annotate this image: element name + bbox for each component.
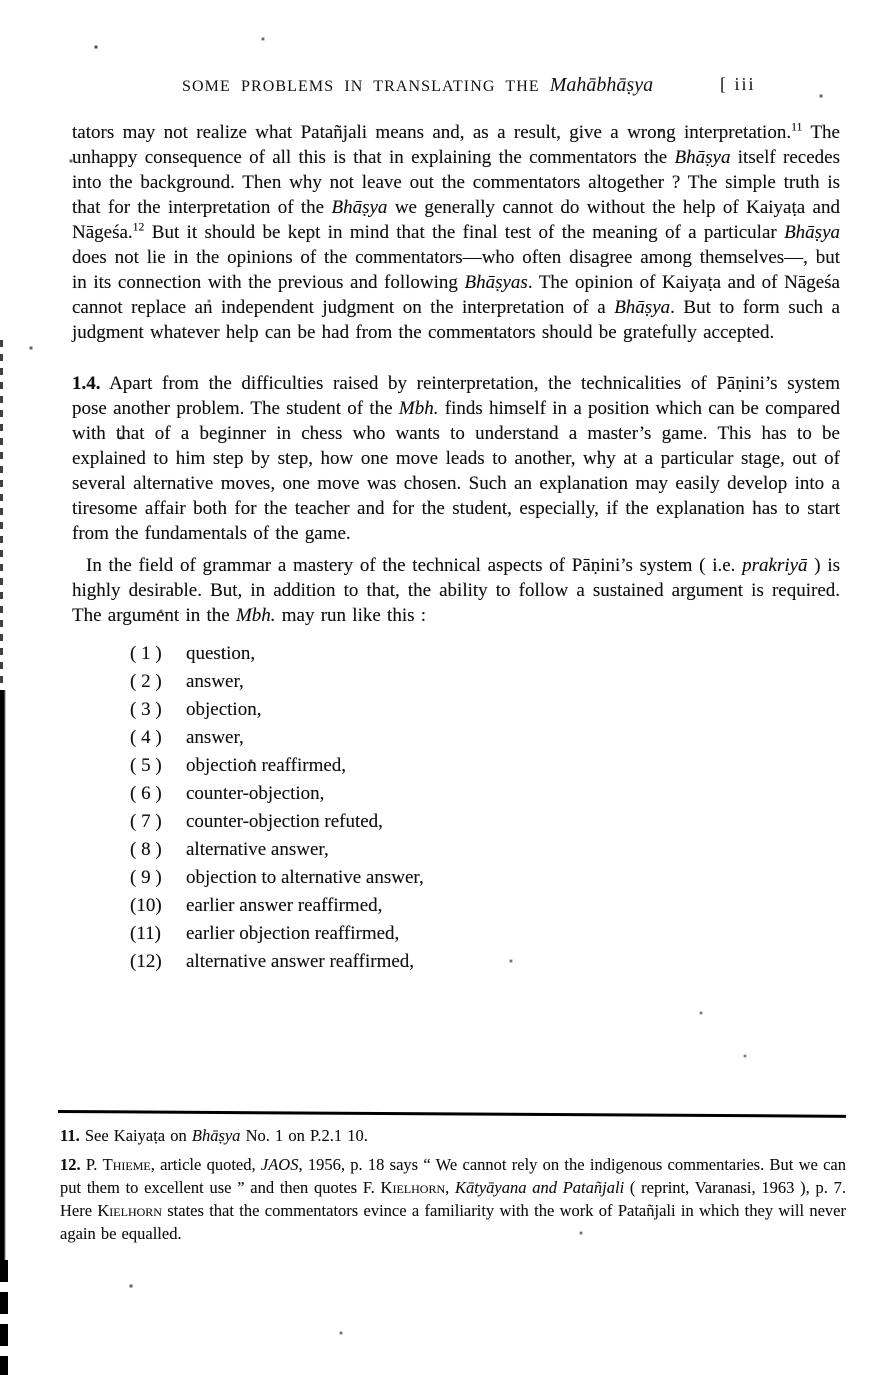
- step-label: answer,: [186, 727, 244, 748]
- argument-step: [130, 780, 840, 808]
- footnotes-block: [60, 1124, 846, 1251]
- step-number: (10): [130, 895, 162, 916]
- step-label: counter-objection,: [186, 783, 325, 804]
- step-number: ( 2 ): [130, 671, 162, 692]
- step-label: earlier answer reaffirmed,: [186, 895, 383, 916]
- argument-step: [130, 892, 840, 920]
- step-label: alternative answer reaffirmed,: [186, 951, 415, 972]
- step-number: ( 1 ): [130, 643, 162, 664]
- main-text-block: [72, 112, 840, 976]
- running-header-caps: SOME PROBLEMS IN TRANSLATING THE: [182, 78, 540, 95]
- step-label: counter-objection refuted,: [186, 811, 383, 832]
- step-label: objection to alternative answer,: [186, 867, 424, 888]
- step-label: question,: [186, 643, 256, 664]
- step-number: ( 3 ): [130, 699, 162, 720]
- argument-steps-list: [130, 640, 840, 976]
- step-label: objection reaffirmed,: [186, 755, 347, 776]
- scan-artifact-left-edge: [0, 690, 6, 1270]
- step-label: objection,: [186, 699, 262, 720]
- running-header-title: [182, 74, 653, 97]
- paragraph-argument-intro: In the field of grammar a mastery of the technical aspects of Pāṇini’s system ( i.e. prakriyā ) is highly desirable. But, in addition to that, the ability to follow a sustained argument is required. The argument in the Mbh. may run like this :: [72, 555, 840, 626]
- argument-step: [130, 948, 840, 976]
- argument-step: [130, 696, 840, 724]
- running-header-book-title: Mahābhāṣya: [549, 74, 654, 96]
- running-header: [72, 74, 840, 102]
- step-label: earlier objection reaffirmed,: [186, 923, 400, 944]
- step-number: ( 4 ): [130, 727, 162, 748]
- page-number: [ iii: [720, 74, 756, 94]
- footnote-11: 11. See Kaiyaṭa on Bhāṣya No. 1 on P.2.1 10.: [60, 1126, 368, 1145]
- scan-artifact-left-edge: [0, 340, 3, 720]
- step-number: ( 9 ): [130, 867, 162, 888]
- scan-noise-specks: [0, 0, 2, 2]
- paragraph-continuation: tators may not realize what Patañjali means and, as a result, give a wrong interpretation.$^{11}$ The unhappy consequence of all this is that in explaining the commentators the Bhāṣya itself recedes into the background. Then why not leave out the commentators altogether ? The simple truth is that for the interpretation of the Bhāṣya we generally cannot do without the help of Kaiyaṭa and Nāgeśa.$^{12}$ But it should be kept in mind that the final test of the meaning of a particular Bhāṣya does not lie in the opinions of the commentators—who often disagree among themselves—, but in its connection with the previous and following Bhāṣyas. The opinion of Kaiyaṭa and of Nāgeśa cannot replace an independent judgment on the interpretation of a Bhāṣya. But to form such a judgment whatever help can be had from the commentators should be gratefully accepted.: [72, 120, 841, 343]
- step-number: ( 5 ): [130, 755, 162, 776]
- footnote-12: 12. P. Thieme, article quoted, JAOS, 1956, p. 18 says “ We cannot rely on the indigenous commentaries. But we can put them to excellent use ” and then quotes F. Kielhorn, Kātyāyana and Patañjali ( reprint, Varanasi, 1963 ), p. 7. Here Kielhorn states that the commentators evince a familiarity with the work of Patañjali in which they will never again be equalled.: [60, 1155, 846, 1243]
- argument-step: [130, 668, 840, 696]
- argument-step: [130, 640, 840, 668]
- step-number: ( 6 ): [130, 783, 162, 804]
- footnote-separator-rule: [58, 1110, 846, 1117]
- argument-step: [130, 808, 840, 836]
- step-number: ( 8 ): [130, 839, 162, 860]
- argument-step: [130, 836, 840, 864]
- step-number: ( 7 ): [130, 811, 162, 832]
- step-label: answer,: [186, 671, 244, 692]
- step-number: (12): [130, 951, 162, 972]
- step-label: alternative answer,: [186, 839, 329, 860]
- argument-step: [130, 920, 840, 948]
- argument-step: [130, 724, 840, 752]
- paragraph-section-1-4: 1.4. Apart from the difficulties raised by reinterpretation, the technicalities of Pāṇini’s system pose another problem. The student of the Mbh. finds himself in a position which can be compared with that of a beginner in chess who wants to understand a master’s game. This has to be explained to him step by step, how one move leads to another, why at a particular stage, out of several alternative moves, one move was chosen. Such an explanation may easily develop into a tiresome affair both for the teacher and for the student, especially, if the explanation has to start from the fundamentals of the game.: [72, 373, 840, 544]
- scan-artifact-left-edge: [0, 1260, 8, 1375]
- argument-step: [130, 752, 840, 780]
- argument-step: [130, 864, 840, 892]
- step-number: (11): [130, 923, 161, 944]
